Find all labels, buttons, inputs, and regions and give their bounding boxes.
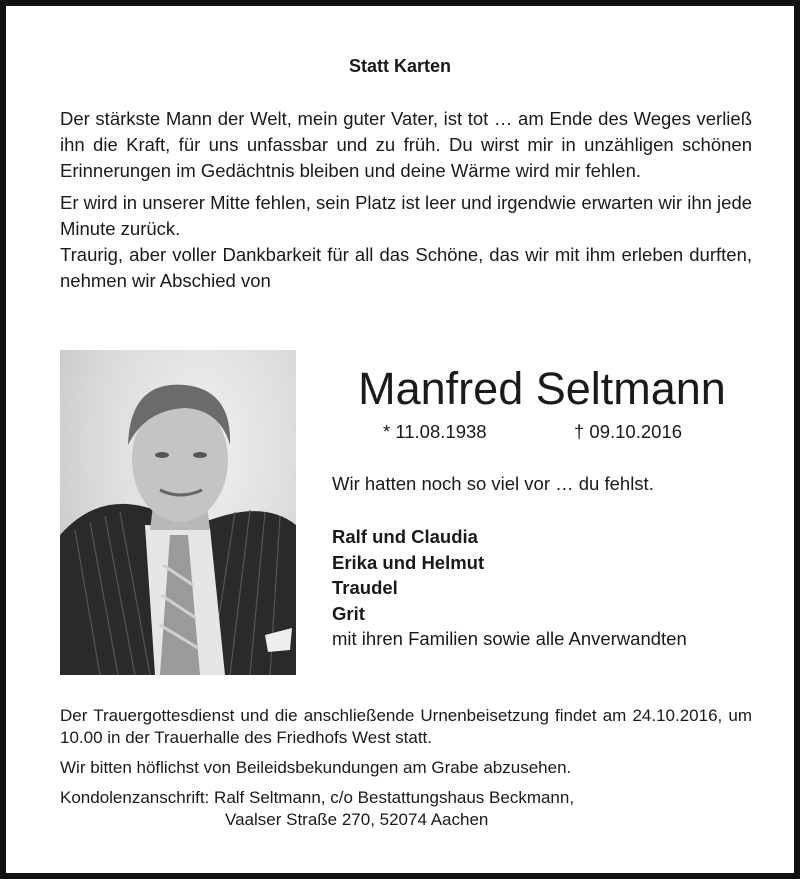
death-date: † 09.10.2016 [574,421,683,442]
relative-name: Grit [332,602,365,624]
relative-name: Ralf und Claudia [332,526,478,547]
quote: Wir hatten noch so viel vor … du fehlst. [332,473,654,494]
portrait-photo [60,350,296,675]
intro-paragraph-2: Er wird in unserer Mitte fehlen, sein Platz ist leer und irgendwie erwarten wir ihn jede Minute zurück. [60,192,753,239]
condolence-request: Wir bitten höflichst von Beileidsbekundungen am Grabe abzusehen. [60,758,572,777]
service-info: Der Trauergottesdienst und die anschließende Urnenbeisetzung findet am 24.10.2016, um 10.00 in der Trauerhalle des Friedhofs West statt. [60,706,752,747]
intro-paragraph-3: Traurig, aber voller Dankbarkeit für all das Schöne, das wir mit ihm erleben durften, nehmen wir Abschied von [60,244,752,291]
portrait-image [60,350,296,675]
relative-name: Traudel [332,577,398,598]
relatives-tail: mit ihren Familien sowie alle Anverwandten [332,628,687,649]
heading: Statt Karten [348,56,451,76]
relative-name: Erika und Helmut [332,551,485,573]
intro-text [60,106,752,294]
deceased-name: Manfred Seltmann [358,363,726,414]
birth-date: * 11.08.1938 [383,421,487,442]
footer-info [60,705,752,831]
relatives-list [332,524,687,652]
address-line-2: Vaalser Straße 270, 52074 Aachen [225,810,489,829]
intro-paragraph-1: Der stärkste Mann der Welt, mein guter Vater, ist tot … am Ende des Weges verließ ihn die Kraft, für uns unfassbar und zu früh. Du wirst mir in unzähligen schönen Erinnerungen im Gedächtnis bleiben und deine Wärme wird mir fehlen. [60,108,752,181]
address-line-1: Kondolenzanschrift: Ralf Seltmann, c/o Bestattungshaus Beckmann, [60,788,575,807]
